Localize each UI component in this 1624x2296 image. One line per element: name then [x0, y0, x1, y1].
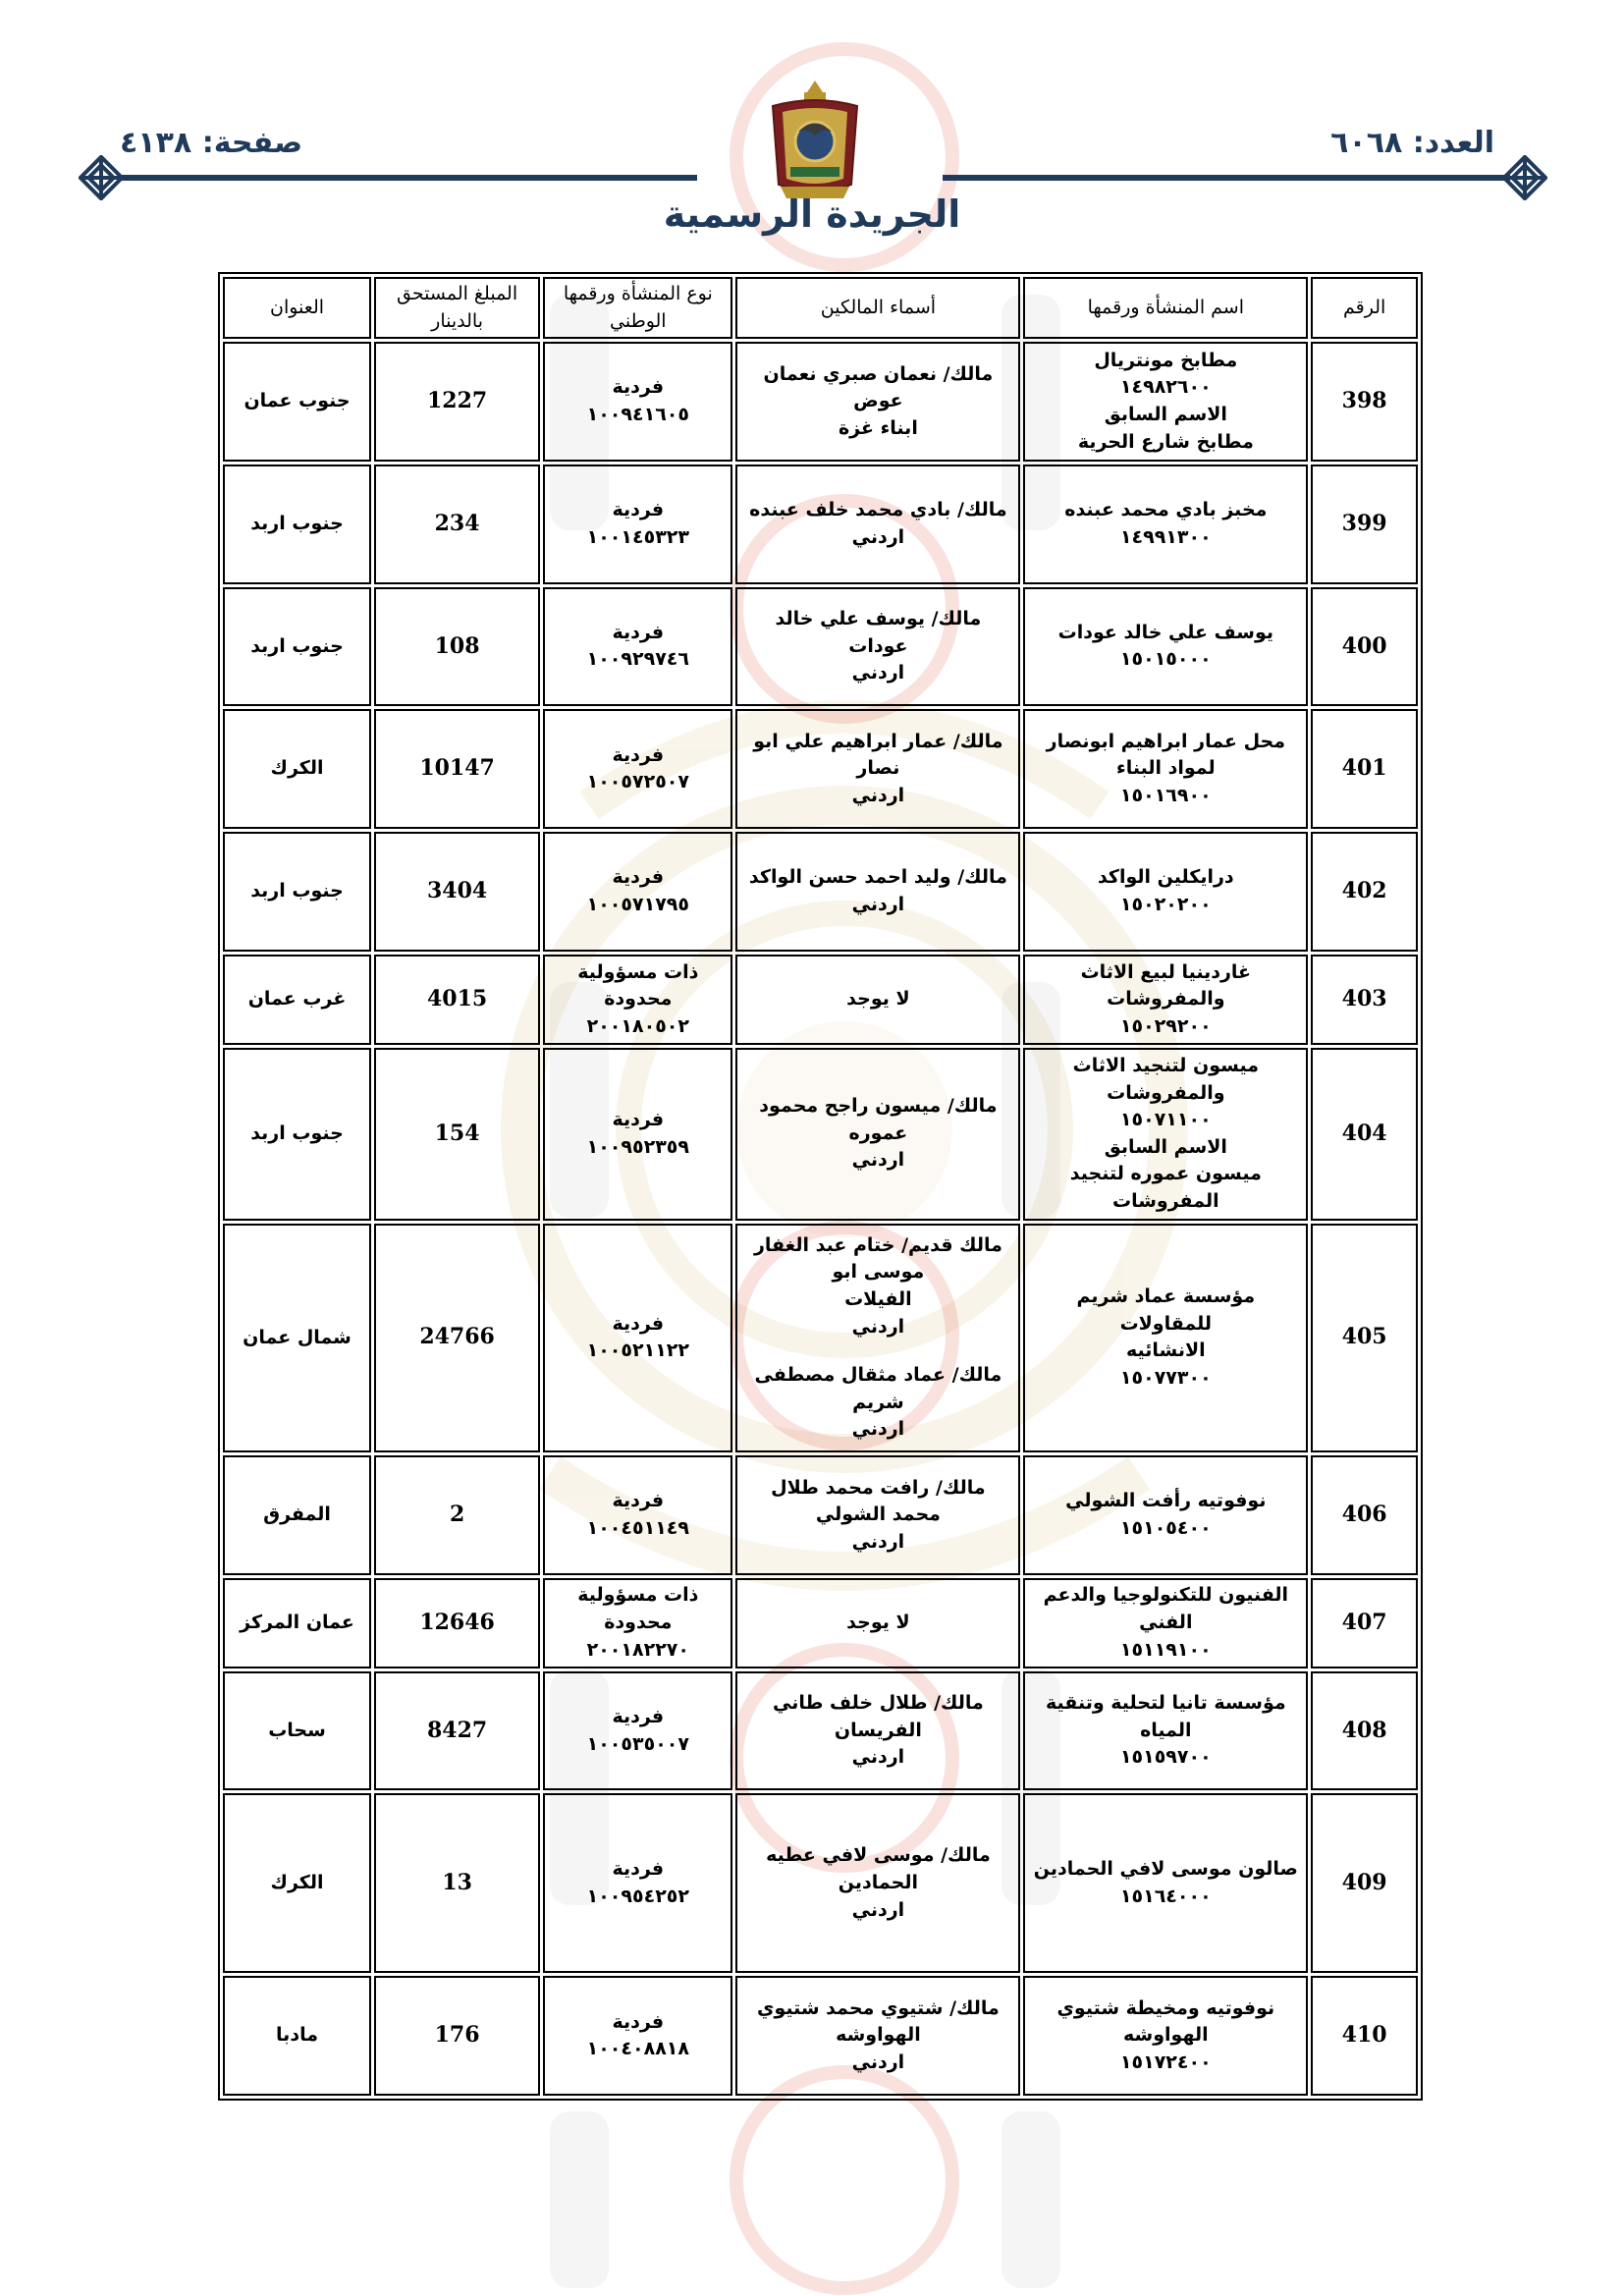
owners-cell-line: اردني: [851, 1898, 905, 1921]
row-number-cell: 401: [1311, 709, 1418, 829]
column-header: الرقم: [1311, 277, 1418, 339]
owners-cell: [735, 832, 1020, 952]
owners-cell-line: لا يوجد: [846, 1611, 910, 1633]
establishment-type-cell-line: فردية: [612, 1706, 665, 1728]
table-row: [223, 1671, 1418, 1791]
table-row: [223, 342, 1418, 462]
owners-cell-line: مالك/ طلال خلف طاني الفريسان: [773, 1692, 984, 1741]
owners-cell-line: الفيلات: [844, 1287, 912, 1310]
address-cell: الكرك: [223, 1793, 371, 1973]
establishment-name-cell: [1023, 1455, 1308, 1575]
table-header-row: [223, 277, 1418, 339]
address-cell: شمال عمان: [223, 1224, 371, 1452]
address-cell: عمان المركز: [223, 1578, 371, 1668]
table-row: [223, 1224, 1418, 1452]
establishment-name-cell-line: الهواوشه: [1123, 2024, 1209, 2047]
establishment-name-cell-line: ١٤٩٩١٣٠٠: [1119, 525, 1212, 548]
establishment-type-cell-line: فردية: [612, 1109, 665, 1131]
establishment-name-cell-line: الفني: [1139, 1611, 1193, 1633]
table-row: [223, 1976, 1418, 2096]
address-cell: مادبا: [223, 1976, 371, 2096]
establishment-type-cell-line: فردية: [612, 1490, 665, 1512]
establishment-name-cell: [1023, 1048, 1308, 1221]
establishment-type-cell-line: ١٠٠٩٥٤٢٥٢: [586, 1885, 689, 1907]
establishment-type-cell-line: فردية: [612, 376, 665, 399]
establishment-type-cell: [543, 1048, 732, 1221]
owners-cell-line: مالك/ شتيوي محمد شتيوي الهواوشه: [757, 1996, 1000, 2047]
establishment-name-cell-line: والمفروشات: [1107, 988, 1225, 1011]
establishment-name-cell-line: الاسم السابق: [1104, 1135, 1227, 1158]
amount-due-cell: 8427: [374, 1671, 540, 1791]
establishment-name-cell-line: ١٥٠٧٧٣٠٠: [1119, 1366, 1212, 1389]
address-cell: جنوب اربد: [223, 1048, 371, 1221]
establishment-type-cell-line: ١٠٠٥٧٢٥٠٧: [586, 771, 689, 793]
establishment-name-cell-line: المياه: [1140, 1719, 1192, 1741]
establishment-type-cell: [543, 1578, 732, 1668]
establishment-name-cell-line: ١٥١٥٩٧٠٠: [1119, 1746, 1212, 1769]
address-cell: الكرك: [223, 709, 371, 829]
establishment-type-cell: [543, 1671, 732, 1791]
establishment-name-cell-line: ١٥١١٩١٠٠: [1119, 1638, 1212, 1661]
establishment-type-cell: [543, 709, 732, 829]
owners-cell-line: [743, 1340, 1012, 1362]
establishment-name-cell-line: ١٤٩٨٢٦٠٠: [1119, 376, 1212, 399]
establishment-type-cell-line: ١٠٠٩٤١٦٠٥: [586, 403, 689, 425]
establishment-name-cell-line: الانشائيه: [1125, 1339, 1206, 1362]
issue-number: العدد: ٦٠٦٨: [1330, 126, 1494, 160]
establishment-type-cell: [543, 832, 732, 952]
owners-cell: [735, 1455, 1020, 1575]
page-number: صفحة: ٤١٣٨: [120, 126, 303, 160]
establishment-name-cell-line: ١٥٠٧١١٠٠: [1119, 1109, 1212, 1131]
table-row: [223, 1793, 1418, 1973]
owners-cell: [735, 1976, 1020, 2096]
owners-cell-line: اردني: [851, 662, 905, 684]
establishment-type-cell-line: فردية: [612, 499, 665, 521]
establishments-table: [218, 272, 1423, 2101]
column-header: أسماء المالكين: [735, 277, 1020, 339]
row-number-cell: 405: [1311, 1224, 1418, 1452]
table-body: [223, 342, 1418, 2096]
establishment-type-cell-line: ذات مسؤولية: [577, 960, 699, 983]
establishment-name-cell-line: ميسون عموره لتنجيد: [1069, 1163, 1262, 1185]
establishment-name-cell-line: ١٥١٦٤٠٠٠: [1119, 1885, 1212, 1907]
amount-due-cell: 234: [374, 465, 540, 584]
address-cell: غرب عمان: [223, 955, 371, 1045]
establishment-name-cell-line: مطابخ مونتريال: [1094, 349, 1238, 371]
establishment-name-cell-line: والمفروشات: [1107, 1081, 1225, 1104]
table-row: [223, 1455, 1418, 1575]
establishment-name-cell: [1023, 1671, 1308, 1791]
address-cell: جنوب اربد: [223, 832, 371, 952]
address-cell: جنوب اربد: [223, 587, 371, 707]
amount-due-cell: 4015: [374, 955, 540, 1045]
amount-due-cell: 154: [374, 1048, 540, 1221]
owners-cell-line: لا يوجد: [846, 988, 910, 1011]
establishment-type-cell-line: ١٠٠٤٠٨٨١٨: [586, 2038, 689, 2060]
column-header: اسم المنشأة ورقمها: [1023, 277, 1308, 339]
owners-cell-line: ابناء غزة: [838, 416, 918, 439]
establishment-name-cell: [1023, 955, 1308, 1045]
table-row: [223, 465, 1418, 584]
amount-due-cell: 3404: [374, 832, 540, 952]
establishment-type-cell-line: فردية: [612, 621, 665, 643]
establishment-type-cell: [543, 1976, 732, 2096]
table-row: [223, 832, 1418, 952]
establishment-name-cell-line: لمواد البناء: [1115, 757, 1216, 780]
amount-due-cell: 24766: [374, 1224, 540, 1452]
establishment-type-cell: [543, 465, 732, 584]
table-row: [223, 1048, 1418, 1221]
establishment-name-cell-line: ١٥٠٢٠٢٠٠: [1119, 893, 1212, 915]
amount-due-cell: 1227: [374, 342, 540, 462]
owners-cell-line: اردني: [851, 525, 905, 548]
establishment-name-cell-line: غاردينيا لبيع الاثاث: [1080, 960, 1252, 983]
row-number-cell: 410: [1311, 1976, 1418, 2096]
establishment-name-cell: [1023, 465, 1308, 584]
amount-due-cell: 13: [374, 1793, 540, 1973]
establishment-name-cell-line: ١٥١٧٢٤٠٠: [1119, 2050, 1212, 2073]
establishment-type-cell-line: ١٠٠٥٣٥٠٠٧: [586, 1732, 689, 1755]
row-number-cell: 409: [1311, 1793, 1418, 1973]
establishment-name-cell-line: مؤسسة تانيا لتحلية وتنقية: [1046, 1692, 1286, 1715]
address-cell: المفرق: [223, 1455, 371, 1575]
address-cell: سحاب: [223, 1671, 371, 1791]
establishment-name-cell-line: يوسف علي خالد عودات: [1057, 621, 1273, 643]
establishment-name-cell-line: نوفوتيه رأفت الشولي: [1065, 1490, 1267, 1512]
owners-cell: [735, 1048, 1020, 1221]
owners-cell-line: مالك/ يوسف علي خالد عودات: [775, 608, 982, 657]
establishment-type-cell-line: فردية: [612, 866, 665, 889]
amount-due-cell: 2: [374, 1455, 540, 1575]
establishment-type-cell-line: فردية: [612, 743, 665, 766]
owners-cell-line: مالك قديم/ ختام عبد الغفار موسى ابو: [753, 1233, 1002, 1284]
owners-cell: [735, 955, 1020, 1045]
table-row: [223, 709, 1418, 829]
column-header: المبلغ المستحق بالدينار: [374, 277, 540, 339]
establishment-name-cell-line: ١٥٠٢٩٢٠٠: [1119, 1014, 1212, 1037]
establishment-name-cell: [1023, 832, 1308, 952]
owners-cell: [735, 1671, 1020, 1791]
column-header: نوع المنشأة ورقمها الوطني: [543, 277, 732, 339]
address-cell: جنوب اربد: [223, 465, 371, 584]
owners-cell-line: اردني: [851, 893, 905, 915]
owners-cell-line: مالك/ بادي محمد خلف عبنده: [749, 499, 1007, 521]
establishment-name-cell: [1023, 1224, 1308, 1452]
header-rule-left: [118, 175, 697, 181]
owners-cell-line: مالك/ عمار ابراهيم علي ابو نصار: [753, 730, 1003, 780]
owners-cell: [735, 709, 1020, 829]
owners-cell: [735, 1224, 1020, 1452]
establishment-name-cell-line: ١٥١٠٥٤٠٠: [1119, 1516, 1212, 1539]
amount-due-cell: 108: [374, 587, 540, 707]
owners-cell: [735, 1578, 1020, 1668]
column-header: العنوان: [223, 277, 371, 339]
establishment-name-cell-line: مطابخ شارع الحرية: [1077, 430, 1254, 453]
establishment-name-cell: [1023, 1976, 1308, 2096]
establishment-type-cell: [543, 1455, 732, 1575]
owners-cell-line: اردني: [851, 1149, 905, 1172]
row-number-cell: 402: [1311, 832, 1418, 952]
owners-cell-line: مالك/ ميسون راجح محمود عموره: [759, 1095, 998, 1144]
establishment-type-cell-line: ١٠٠٩٢٩٧٤٦: [586, 648, 689, 671]
establishment-name-cell: [1023, 1793, 1308, 1973]
establishment-name-cell-line: مخبز بادي محمد عبنده: [1064, 499, 1268, 521]
gazette-title: الجريدة الرسمية: [663, 192, 961, 236]
establishment-name-cell-line: ١٥٠١٦٩٠٠: [1119, 784, 1212, 806]
owners-cell-line: اردني: [851, 1530, 905, 1553]
establishment-name-cell-line: درايكلين الواكد: [1097, 866, 1234, 889]
establishment-name-cell-line: الفنيون للتكنولوجيا والدعم: [1043, 1584, 1289, 1607]
establishment-type-cell-line: محدودة: [604, 988, 673, 1011]
establishment-name-cell-line: المفروشات: [1112, 1189, 1219, 1212]
establishment-type-cell-line: فردية: [612, 2010, 665, 2033]
establishment-type-cell: [543, 587, 732, 707]
establishment-type-cell-line: محدودة: [604, 1611, 673, 1633]
establishment-type-cell-line: ٢٠٠١٨٢٢٧٠: [586, 1638, 689, 1661]
amount-due-cell: 10147: [374, 709, 540, 829]
establishment-type-cell-line: ١٠٠٥٢١١٢٢: [586, 1339, 689, 1362]
row-number-cell: 404: [1311, 1048, 1418, 1221]
establishment-type-cell: [543, 1224, 732, 1452]
establishment-type-cell: [543, 342, 732, 462]
establishment-type-cell: [543, 1793, 732, 1973]
establishment-name-cell: [1023, 342, 1308, 462]
jordan-coat-of-arms-emblem: [761, 77, 869, 204]
owners-cell-line: اردني: [851, 784, 905, 806]
owners-cell-line: مالك/ نعمان صبري نعمان عوض: [763, 362, 994, 412]
row-number-cell: 406: [1311, 1455, 1418, 1575]
owners-cell-line: مالك/ موسى لافي عطيه الحمادين: [766, 1844, 991, 1894]
table-row: [223, 587, 1418, 707]
establishment-type-cell-line: فردية: [612, 1858, 665, 1881]
establishment-type-cell-line: ذات مسؤولية: [577, 1584, 699, 1607]
establishment-type-cell: [543, 955, 732, 1045]
establishment-type-cell-line: ١٠٠٤٥١١٤٩: [586, 1516, 689, 1539]
table-row: [223, 1578, 1418, 1668]
establishment-name-cell: [1023, 1578, 1308, 1668]
establishment-name-cell-line: ميسون لتنجيد الاثاث: [1072, 1055, 1259, 1077]
row-number-cell: 399: [1311, 465, 1418, 584]
amount-due-cell: 176: [374, 1976, 540, 2096]
establishment-name-cell: [1023, 587, 1308, 707]
establishment-name-cell-line: صالون موسى لافي الحمادين: [1033, 1858, 1298, 1881]
row-number-cell: 408: [1311, 1671, 1418, 1791]
establishment-name-cell-line: نوفوتيه ومخيطة شتيوي: [1056, 1996, 1275, 2019]
owners-cell-line: اردني: [851, 1315, 905, 1338]
establishment-type-cell-line: ٢٠٠١٨٠٥٠٢: [586, 1014, 689, 1037]
owners-cell: [735, 342, 1020, 462]
row-number-cell: 398: [1311, 342, 1418, 462]
establishment-name-cell-line: ١٥٠١٥٠٠٠: [1119, 648, 1212, 671]
amount-due-cell: 12646: [374, 1578, 540, 1668]
owners-cell: [735, 465, 1020, 584]
establishment-name-cell-line: مؤسسة عماد شريم للمقاولات: [1076, 1285, 1256, 1335]
establishment-type-cell-line: فردية: [612, 1312, 665, 1335]
owners-cell-line: اردني: [851, 1746, 905, 1769]
owners-cell: [735, 587, 1020, 707]
row-number-cell: 400: [1311, 587, 1418, 707]
owners-cell-line: مالك/ رافت محمد طلال محمد الشولي: [771, 1476, 986, 1526]
row-number-cell: 407: [1311, 1578, 1418, 1668]
establishment-type-cell-line: ١٠٠٩٥٢٣٥٩: [586, 1135, 689, 1158]
owners-cell-line: مالك/ وليد احمد حسن الواكد: [748, 866, 1007, 889]
owners-cell-line: اردني: [851, 2050, 905, 2073]
establishment-name-cell-line: الاسم السابق: [1104, 403, 1227, 425]
owners-cell-line: اردني: [851, 1418, 905, 1441]
establishment-name-cell-line: محل عمار ابراهيم ابونصار: [1046, 730, 1285, 752]
establishment-type-cell-line: ١٠٠١٤٥٣٢٣: [586, 525, 689, 548]
establishment-type-cell-line: ١٠٠٥٧١٧٩٥: [586, 893, 689, 915]
owners-cell: [735, 1793, 1020, 1973]
address-cell: جنوب عمان: [223, 342, 371, 462]
row-number-cell: 403: [1311, 955, 1418, 1045]
table-row: [223, 955, 1418, 1045]
header-rule-right: [943, 175, 1510, 181]
owners-cell-line: مالك/ عماد مثقال مصطفى شريم: [754, 1364, 1002, 1413]
establishment-name-cell: [1023, 709, 1308, 829]
